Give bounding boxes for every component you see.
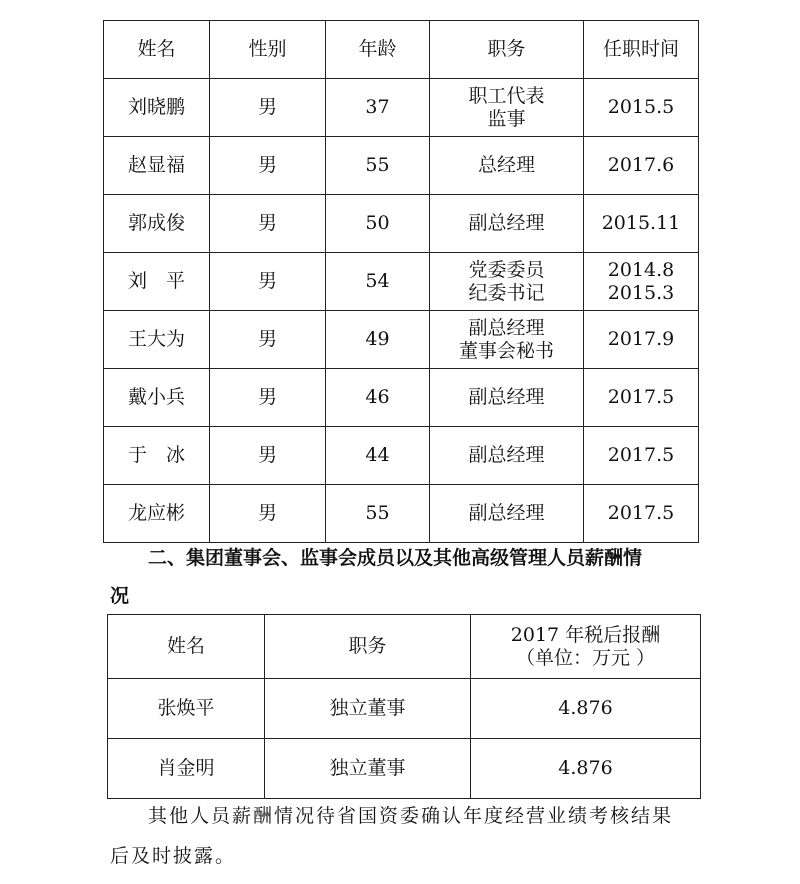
table-row [104, 137, 699, 195]
cell-position: 副总经理 [430, 195, 584, 253]
col-header-name: 姓名 [108, 615, 265, 679]
start-date-line: 2014.8 [607, 258, 675, 281]
table-header-row [108, 615, 701, 679]
section-heading-continued: 况 [110, 585, 130, 607]
cell-gender: 男 [210, 485, 326, 543]
position-line: 副总经理 [468, 316, 545, 339]
cell-age: 55 [326, 485, 430, 543]
cell-age: 50 [326, 195, 430, 253]
cell-start-date: 2017.6 [584, 137, 699, 195]
position-line: 纪委书记 [468, 281, 545, 304]
cell-position: 副总经理 [430, 485, 584, 543]
cell-gender: 男 [210, 79, 326, 137]
table-row [104, 253, 699, 311]
disclosure-note: 其他人员薪酬情况待省国资委确认年度经营业绩考核结果 [148, 805, 674, 827]
position-line: 监事 [487, 107, 526, 130]
col-header-position: 职务 [430, 21, 584, 79]
table-row [104, 369, 699, 427]
cell-name: 戴小兵 [104, 369, 210, 427]
cell-start-date: 2017.5 [584, 485, 699, 543]
compensation-table [107, 614, 701, 799]
table-row [108, 679, 701, 739]
cell-gender: 男 [210, 427, 326, 485]
position-line: 职工代表 [468, 84, 545, 107]
cell-name: 龙应彬 [104, 485, 210, 543]
table-row [104, 195, 699, 253]
cell-name: 赵显福 [104, 137, 210, 195]
cell-position: 总经理 [430, 137, 584, 195]
col-header-position: 职务 [265, 615, 471, 679]
disclosure-note-continued: 后及时披露。 [110, 845, 237, 867]
cell-age: 37 [326, 79, 430, 137]
cell-name: 张焕平 [108, 679, 265, 739]
cell-gender: 男 [210, 137, 326, 195]
start-date-line: 2015.3 [607, 281, 675, 304]
cell-gender: 男 [210, 369, 326, 427]
cell-start-date: 2017.5 [584, 427, 699, 485]
cell-start-date: 2017.5 [584, 369, 699, 427]
cell-start-date: 2015.5 [584, 79, 699, 137]
cell-compensation: 4.876 [471, 739, 701, 799]
cell-position [430, 311, 584, 369]
cell-name: 肖金明 [108, 739, 265, 799]
cell-position: 独立董事 [265, 679, 471, 739]
executive-roster-table [103, 20, 699, 543]
cell-position: 副总经理 [430, 369, 584, 427]
cell-start-date: 2017.9 [584, 311, 699, 369]
table-row [108, 739, 701, 799]
col-header-name: 姓名 [104, 21, 210, 79]
cell-compensation: 4.876 [471, 679, 701, 739]
table-row [104, 79, 699, 137]
cell-gender: 男 [210, 195, 326, 253]
col-header-compensation [471, 615, 701, 679]
cell-gender: 男 [210, 253, 326, 311]
cell-name: 王大为 [104, 311, 210, 369]
col-header-start-date: 任职时间 [584, 21, 699, 79]
cell-gender: 男 [210, 311, 326, 369]
col-header-gender: 性别 [210, 21, 326, 79]
table-row [104, 427, 699, 485]
cell-age: 54 [326, 253, 430, 311]
cell-position: 独立董事 [265, 739, 471, 799]
cell-position [430, 253, 584, 311]
position-line: 董事会秘书 [458, 339, 554, 362]
table-row [104, 485, 699, 543]
cell-name: 郭成俊 [104, 195, 210, 253]
cell-age: 46 [326, 369, 430, 427]
cell-start-date [584, 253, 699, 311]
position-line: 党委委员 [468, 258, 545, 281]
cell-start-date: 2015.11 [584, 195, 699, 253]
cell-age: 49 [326, 311, 430, 369]
compensation-header-line: 2017 年税后报酬 [510, 623, 661, 646]
compensation-unit-line: （单位：万元 ） [515, 646, 656, 669]
cell-name: 于 冰 [104, 427, 210, 485]
cell-age: 55 [326, 137, 430, 195]
col-header-age: 年龄 [326, 21, 430, 79]
table-header-row [104, 21, 699, 79]
cell-position: 副总经理 [430, 427, 584, 485]
section-heading: 二、集团董事会、监事会成员以及其他高级管理人员薪酬情 [148, 547, 643, 569]
cell-age: 44 [326, 427, 430, 485]
cell-position [430, 79, 584, 137]
table-row [104, 311, 699, 369]
cell-name: 刘 平 [104, 253, 210, 311]
cell-name: 刘晓鹏 [104, 79, 210, 137]
